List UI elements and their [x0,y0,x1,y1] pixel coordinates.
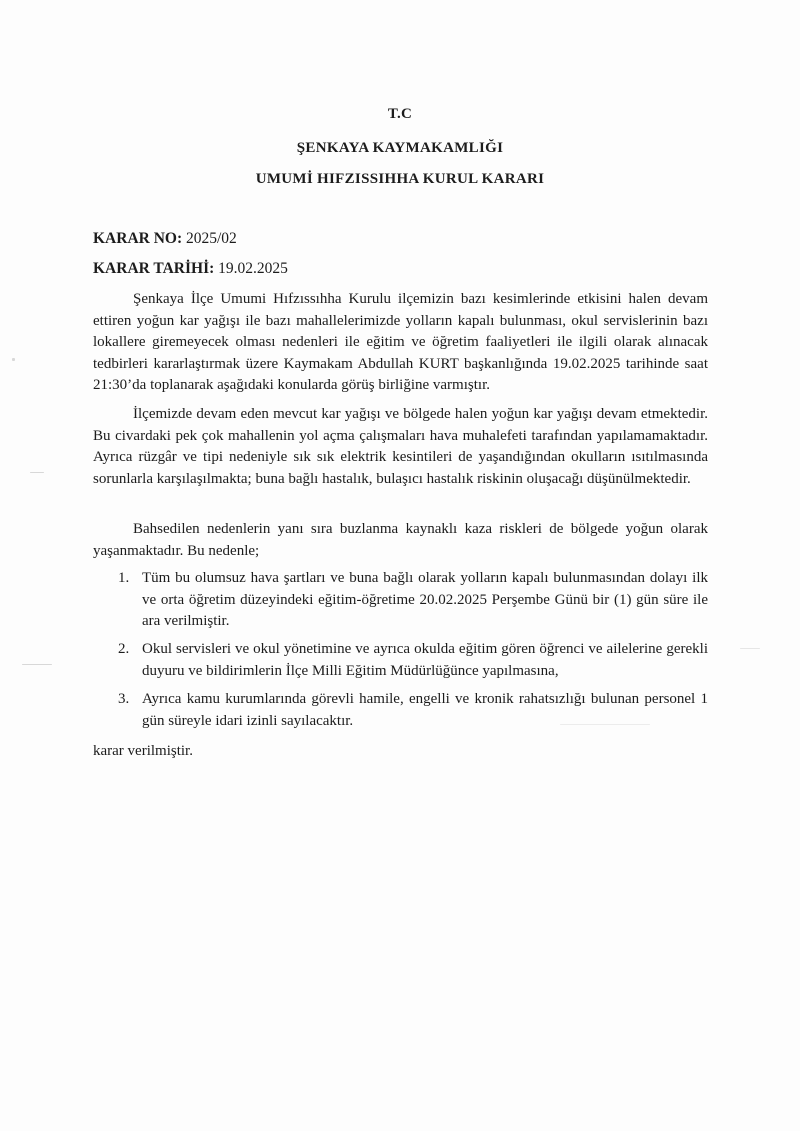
scan-speck [560,724,650,725]
header-office: ŞENKAYA KAYMAKAMLIĞI [296,140,504,156]
decision-item-text: Okul servisleri ve okul yönetimine ve ayrıca okulda eğitim gören öğrenci ve ailelerine gerekli duyuru ve bildirimlerin İlçe Milli Eğitim Müdürlüğünce yapılmasına, [142,641,708,679]
scan-speck [12,358,15,361]
decision-item-text: Ayrıca kamu kurumlarında görevli hamile, engelli ve kronik rahatsızlığı bulunan personel 1 gün süreyle idari izinli sayılacaktır. [142,691,708,729]
decision-number-value: 2025/02 [186,230,237,247]
decision-item-text: Tüm bu olumsuz hava şartları ve buna bağlı olarak yolların kapalı bulunmasından dolayı ilk ve orta öğretim düzeyindeki eğitim-öğretime 20.02.2025 Perşembe Günü bir (1) gün süre ile ara verilmiştir. [142,570,708,630]
decision-item-number: 2. [118,641,130,657]
decision-date [93,260,288,278]
header-decision-title: UMUMİ HIFZISSIHHA KURUL KARARI [255,171,545,187]
decision-number-label: KARAR NO: [93,230,183,247]
decision-item-number: 1. [118,570,130,586]
paragraph-situation: İlçemizde devam eden mevcut kar yağışı ve bölgede halen yoğun kar yağışı devam etmektedir. Bu civardaki pek çok mahallenin yol açma çalışmaları hava muhalefeti tarafından yapılamamaktadır. Ayrıca rüzgâr ve tipi nedeniyle sık sık elektrik kesintileri de yaşandığından okulların ısıtılmasında sorunlarla karşılaşılmakta; buna bağlı hastalık, bulaşıcı hastalık riskinin oluşacağı düşünülmektedir. [93,406,708,487]
decision-item-number: 3. [118,691,130,707]
paragraph-intro: Şenkaya İlçe Umumi Hıfzıssıhha Kurulu ilçemizin bazı kesimlerinde etkisini halen devam ettiren yoğun kar yağışı ile bazı mahallelerimizde yolların kapalı bulunması, okul servislerinin bazı lokallere giremeyecek olması nedenleri ile eğitim ve öğretim faaliyetleri ile ilgili olarak alınacak tedbirleri kararlaştırmak üzere Kaymakam Abdullah KURT başkanlığında 19.02.2025 tarihinde saat 21:30’da toplanarak aşağıdaki konularda görüş birliğine varmıştır. [93,291,708,394]
scan-speck [30,472,44,473]
scan-speck [740,648,760,649]
scan-speck [22,664,52,665]
paragraph-reasons: Bahsedilen nedenlerin yanı sıra buzlanma kaynaklı kaza riskleri de bölgede yoğun olarak yaşanmaktadır. Bu nedenle; [93,521,708,559]
closing-line: karar verilmiştir. [93,743,193,759]
decision-number [93,230,237,248]
decision-date-value: 19.02.2025 [218,260,288,277]
header-tc: T.C [387,106,413,122]
decision-date-label: KARAR TARİHİ: [93,260,215,277]
